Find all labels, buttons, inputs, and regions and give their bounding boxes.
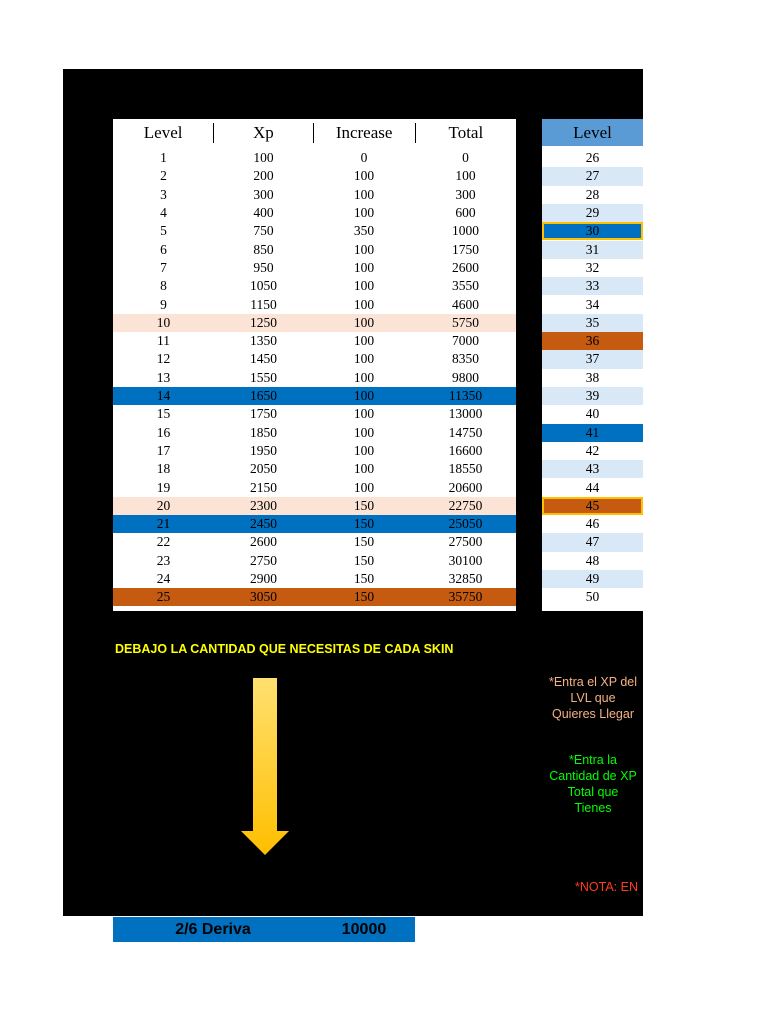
cell-total: 30100 xyxy=(448,552,483,568)
cell-total: 18550 xyxy=(448,461,483,477)
table-row xyxy=(542,277,643,295)
note-xp-target xyxy=(533,674,643,722)
table-row xyxy=(542,167,643,185)
table-row xyxy=(542,222,643,240)
table-row xyxy=(113,460,516,478)
cell-increase: 100 xyxy=(353,205,375,221)
cell-level: 25 xyxy=(156,589,171,605)
header-xp: Xp xyxy=(214,123,313,143)
table-row xyxy=(113,259,516,277)
table-row xyxy=(542,570,643,588)
table-row xyxy=(542,460,643,478)
cell-xp: 3050 xyxy=(250,589,277,605)
table-row xyxy=(542,350,643,368)
cell-xp: 2600 xyxy=(250,534,277,550)
table-row xyxy=(542,204,643,222)
table-row xyxy=(542,478,643,496)
cell-level: 39 xyxy=(585,388,600,404)
cell-increase: 100 xyxy=(353,388,375,404)
cell-increase: 100 xyxy=(353,461,375,477)
cell-total: 13000 xyxy=(448,406,483,422)
cell-level: 33 xyxy=(585,278,600,294)
cell-level: 27 xyxy=(585,168,600,184)
table-row xyxy=(113,570,516,588)
header-level-right: Level xyxy=(573,122,612,142)
cell-xp: 400 xyxy=(253,205,274,221)
down-arrow-icon xyxy=(240,678,290,856)
cell-xp: 850 xyxy=(253,241,274,257)
cell-xp: 1050 xyxy=(250,278,277,294)
cell-level: 22 xyxy=(156,534,171,550)
cell-level: 32 xyxy=(585,259,600,275)
table-row xyxy=(113,241,516,259)
table-header-right xyxy=(542,119,643,146)
cell-increase: 100 xyxy=(353,442,375,458)
cell-total: 7000 xyxy=(452,333,479,349)
note-xp-line-1: *Entra el XP del xyxy=(548,675,638,689)
table-row xyxy=(542,332,643,350)
table-row xyxy=(113,295,516,313)
cell-increase: 100 xyxy=(353,369,375,385)
cell-level: 41 xyxy=(585,424,600,440)
cell-level: 6 xyxy=(160,241,167,257)
table-row xyxy=(542,588,643,606)
cell-level: 4 xyxy=(160,205,167,221)
table-row xyxy=(113,442,516,460)
cell-total: 9800 xyxy=(452,369,479,385)
cell-level: 7 xyxy=(160,259,167,275)
cell-level: 15 xyxy=(156,406,171,422)
cell-level: 29 xyxy=(585,205,600,221)
cell-increase: 100 xyxy=(353,241,375,257)
cell-increase: 150 xyxy=(353,589,375,605)
cell-increase: 150 xyxy=(353,497,375,513)
cell-xp: 200 xyxy=(253,168,274,184)
cell-level: 45 xyxy=(585,497,600,513)
cell-total: 100 xyxy=(455,168,476,184)
cell-total: 4600 xyxy=(452,296,479,312)
cell-level: 3 xyxy=(160,186,167,202)
cell-level: 40 xyxy=(585,406,600,422)
table-row xyxy=(113,552,516,570)
table-row xyxy=(113,424,516,442)
skin-xp-value[interactable]: 10000 xyxy=(341,920,387,938)
note-xp-line-3: Quieres Llegar xyxy=(552,707,634,721)
note-total-line-3: Total que xyxy=(567,785,619,799)
cell-level: 19 xyxy=(156,479,171,495)
cell-level: 10 xyxy=(156,314,171,330)
cell-xp: 1150 xyxy=(250,296,277,312)
cell-total: 1750 xyxy=(452,241,479,257)
table-row xyxy=(113,222,516,240)
cell-total: 14750 xyxy=(448,424,483,440)
table-row xyxy=(113,533,516,551)
cell-level: 44 xyxy=(585,479,600,495)
table-row xyxy=(542,186,643,204)
note-total-line-4: Tienes xyxy=(574,801,612,815)
table-row xyxy=(113,405,516,423)
note-warning: *NOTA: EN xyxy=(575,880,638,894)
table-row xyxy=(542,241,643,259)
cell-level: 36 xyxy=(585,333,600,349)
cell-level: 1 xyxy=(160,150,167,166)
cell-level: 35 xyxy=(585,314,600,330)
cell-total: 25050 xyxy=(448,516,483,532)
cell-xp: 300 xyxy=(253,186,274,202)
cell-total: 600 xyxy=(455,205,476,221)
cell-increase: 150 xyxy=(353,534,375,550)
cell-increase: 150 xyxy=(353,516,375,532)
cell-level: 48 xyxy=(585,552,600,568)
cell-total: 300 xyxy=(455,186,476,202)
cell-total: 27500 xyxy=(448,534,483,550)
cell-increase: 100 xyxy=(353,259,375,275)
cell-xp: 1850 xyxy=(250,424,277,440)
cell-total: 35750 xyxy=(448,589,483,605)
table-row xyxy=(542,424,643,442)
cell-total: 16600 xyxy=(448,442,483,458)
table-row xyxy=(113,350,516,368)
table-row xyxy=(542,314,643,332)
cell-level: 8 xyxy=(160,278,167,294)
cell-level: 42 xyxy=(585,442,600,458)
cell-xp: 2150 xyxy=(250,479,277,495)
cell-xp: 2450 xyxy=(250,516,277,532)
cell-level: 9 xyxy=(160,296,167,312)
cell-increase: 0 xyxy=(360,150,368,166)
cell-xp: 1650 xyxy=(250,388,277,404)
note-xp-line-2: LVL que xyxy=(570,691,616,705)
cell-level: 13 xyxy=(156,369,171,385)
cell-total: 32850 xyxy=(448,571,483,587)
cell-total: 8350 xyxy=(452,351,479,367)
table-row xyxy=(113,186,516,204)
table-row xyxy=(542,442,643,460)
table-row xyxy=(113,369,516,387)
cell-xp: 1250 xyxy=(250,314,277,330)
cell-level: 11 xyxy=(157,333,170,349)
note-total-line-1: *Entra la xyxy=(569,753,617,767)
cell-total: 1000 xyxy=(452,223,479,239)
note-total-line-2: Cantidad de XP xyxy=(549,769,637,783)
table-row xyxy=(542,552,643,570)
cell-xp: 1750 xyxy=(250,406,277,422)
cell-xp: 2050 xyxy=(250,461,277,477)
cell-level: 47 xyxy=(585,534,600,550)
header-level: Level xyxy=(113,123,214,143)
note-xp-current xyxy=(533,752,643,816)
cell-level: 20 xyxy=(156,497,171,513)
table-row xyxy=(542,515,643,533)
cell-increase: 350 xyxy=(353,223,375,239)
table-row xyxy=(542,387,643,405)
skin-cost-row xyxy=(113,917,415,942)
cell-increase: 150 xyxy=(353,571,375,587)
cell-increase: 100 xyxy=(353,278,375,294)
cell-xp: 2750 xyxy=(250,552,277,568)
cell-increase: 150 xyxy=(353,552,375,568)
cell-level: 18 xyxy=(156,461,171,477)
header-increase: Increase xyxy=(314,123,416,143)
table-row xyxy=(113,314,516,332)
cell-level: 12 xyxy=(156,351,171,367)
skin-name: 2/6 Deriva xyxy=(175,920,251,938)
cell-xp: 2300 xyxy=(250,497,277,513)
cell-increase: 100 xyxy=(353,351,375,367)
cell-xp: 1950 xyxy=(250,442,277,458)
cell-total: 20600 xyxy=(448,479,483,495)
table-row xyxy=(113,204,516,222)
cell-increase: 100 xyxy=(353,406,375,422)
cell-total: 3550 xyxy=(452,278,479,294)
cell-total: 0 xyxy=(462,150,469,166)
table-row xyxy=(113,497,516,515)
cell-level: 34 xyxy=(585,296,600,312)
cell-total: 22750 xyxy=(448,497,483,513)
cell-level: 30 xyxy=(585,223,600,239)
header-total: Total xyxy=(448,122,484,142)
spreadsheet-area xyxy=(63,69,643,916)
table-row xyxy=(113,277,516,295)
cell-level: 5 xyxy=(160,223,167,239)
cell-xp: 1450 xyxy=(250,351,277,367)
cell-level: 14 xyxy=(156,388,171,404)
cell-xp: 2900 xyxy=(250,571,277,587)
cell-level: 49 xyxy=(585,571,600,587)
table-row xyxy=(542,533,643,551)
table-row xyxy=(113,387,516,405)
cell-level: 46 xyxy=(585,516,600,532)
cell-level: 17 xyxy=(156,442,171,458)
table-row xyxy=(113,167,516,185)
table-row xyxy=(542,149,643,167)
cell-level: 28 xyxy=(585,186,600,202)
cell-increase: 100 xyxy=(353,186,375,202)
cell-increase: 100 xyxy=(353,479,375,495)
table-row xyxy=(113,149,516,167)
table-row xyxy=(113,332,516,350)
cell-increase: 100 xyxy=(353,296,375,312)
cell-xp: 1350 xyxy=(250,333,277,349)
cell-level: 50 xyxy=(585,589,600,605)
cell-increase: 100 xyxy=(353,333,375,349)
table-row xyxy=(542,259,643,277)
cell-level: 23 xyxy=(156,552,171,568)
cell-increase: 100 xyxy=(353,168,375,184)
table-row xyxy=(542,369,643,387)
cell-level: 2 xyxy=(160,168,167,184)
table-row xyxy=(113,588,516,606)
table-row xyxy=(113,478,516,496)
table-row xyxy=(113,515,516,533)
table-header xyxy=(113,119,516,146)
cell-total: 2600 xyxy=(452,259,479,275)
cell-level: 16 xyxy=(156,424,171,440)
instruction-text: DEBAJO LA CANTIDAD QUE NECESITAS DE CADA SKIN xyxy=(115,642,454,656)
cell-level: 38 xyxy=(585,369,600,385)
cell-level: 21 xyxy=(156,516,171,532)
cell-level: 24 xyxy=(156,571,171,587)
cell-xp: 750 xyxy=(253,223,274,239)
cell-level: 31 xyxy=(585,241,600,257)
cell-increase: 100 xyxy=(353,314,375,330)
cell-total: 5750 xyxy=(452,314,479,330)
table-row xyxy=(542,497,643,515)
level-table-continued xyxy=(542,119,643,611)
table-row xyxy=(542,295,643,313)
cell-level: 43 xyxy=(585,461,600,477)
cell-increase: 100 xyxy=(353,424,375,440)
cell-total: 11350 xyxy=(448,388,483,404)
cell-level: 37 xyxy=(585,351,600,367)
cell-xp: 100 xyxy=(253,150,274,166)
cell-xp: 1550 xyxy=(250,369,277,385)
cell-level: 26 xyxy=(585,150,600,166)
level-xp-table xyxy=(113,119,516,611)
table-row xyxy=(542,405,643,423)
cell-xp: 950 xyxy=(253,259,274,275)
